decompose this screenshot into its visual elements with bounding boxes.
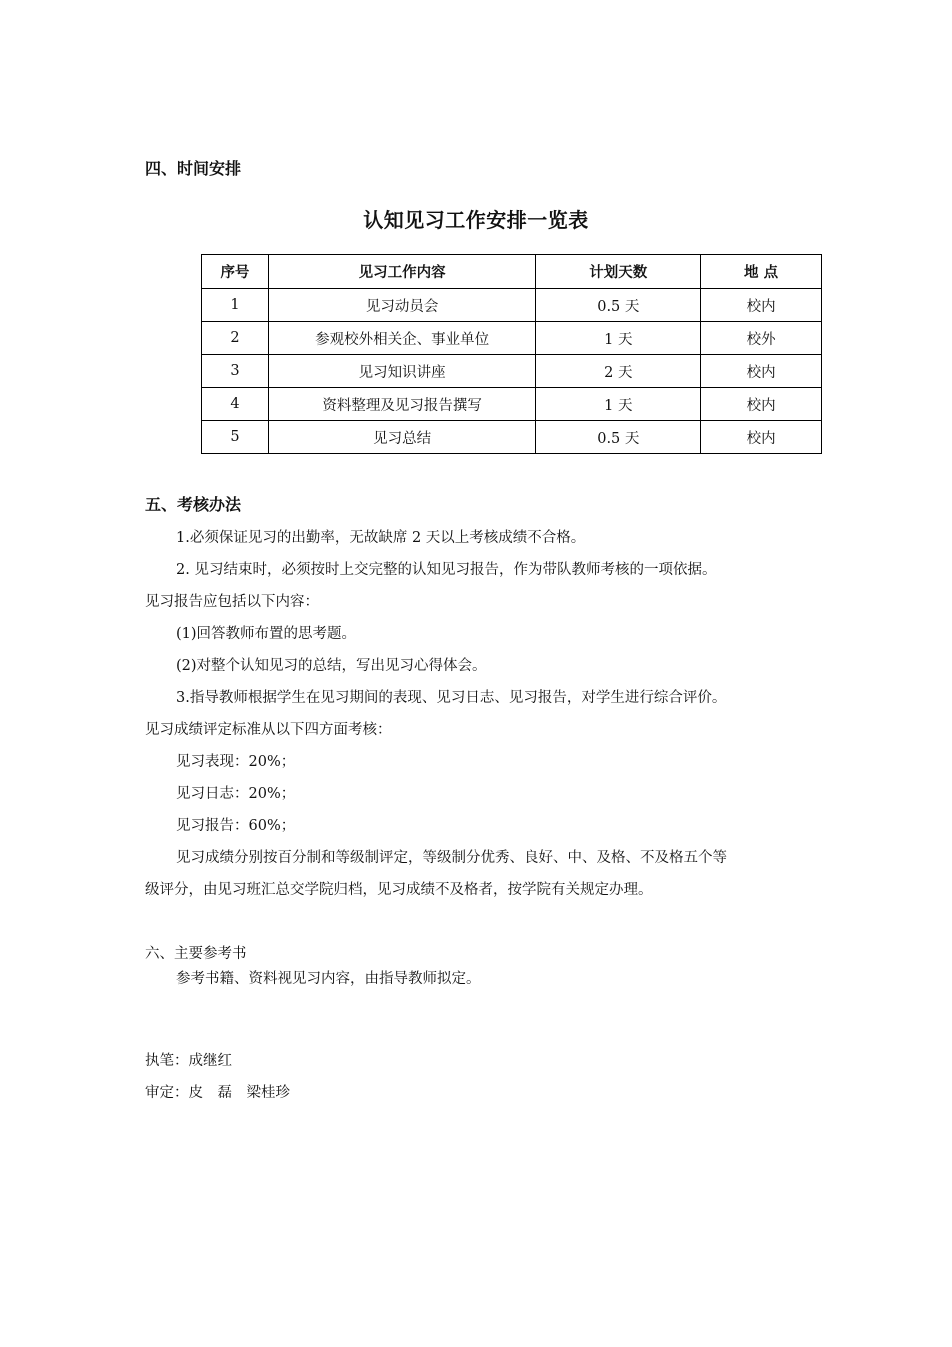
table-header-row	[202, 255, 822, 289]
assessment-line: 3.指导教师根据学生在见习期间的表现、见习日志、见习报告，对学生进行综合评价。	[176, 690, 727, 706]
cell-content: 资料整理及见习报告撰写	[268, 388, 536, 421]
assessment-line: (2)对整个认知见习的总结，写出见习心得体会。	[176, 658, 487, 674]
section6-heading: 六、主要参考书	[145, 946, 247, 962]
section5-heading: 五、考核办法	[145, 495, 242, 514]
cell-content: 参观校外相关企、事业单位	[268, 322, 536, 355]
assessment-line: 见习报告应包括以下内容：	[145, 594, 319, 610]
cell-days: 2 天	[536, 355, 701, 388]
section4-heading: 四、时间安排	[145, 159, 242, 178]
assessment-line: 1.必须保证见习的出勤率，无故缺席 2 天以上考核成绩不合格。	[176, 530, 586, 546]
assessment-line: 见习成绩分别按百分制和等级制评定，等级制分优秀、良好、中、及格、不及格五个等	[176, 850, 727, 866]
column-header: 地 点	[701, 255, 822, 289]
column-header: 序号	[202, 255, 269, 289]
assessment-line: 2. 见习结束时，必须按时上交完整的认知见习报告，作为带队教师考核的一项依据。	[176, 562, 717, 578]
table-row	[202, 355, 822, 388]
cell-days: 0.5 天	[536, 289, 701, 322]
column-header: 见习工作内容	[268, 255, 536, 289]
cell-index: 2	[202, 322, 269, 355]
table-row	[202, 388, 822, 421]
cell-days: 1 天	[536, 388, 701, 421]
cell-location: 校外	[701, 322, 822, 355]
cell-index: 1	[202, 289, 269, 322]
table-row	[202, 322, 822, 355]
cell-location: 校内	[701, 289, 822, 322]
reference-text: 参考书籍、资料视见习内容，由指导教师拟定。	[176, 971, 481, 987]
cell-days: 0.5 天	[536, 421, 701, 454]
assessment-line: 见习成绩评定标准从以下四方面考核：	[145, 722, 392, 738]
cell-days: 1 天	[536, 322, 701, 355]
cell-location: 校内	[701, 388, 822, 421]
assessment-line: (1)回答教师布置的思考题。	[176, 626, 357, 642]
cell-content: 见习知识讲座	[268, 355, 536, 388]
schedule-table	[201, 254, 822, 454]
cell-location: 校内	[701, 355, 822, 388]
assessment-line: 级评分，由见习班汇总交学院归档，见习成绩不及格者，按学院有关规定办理。	[145, 882, 653, 898]
cell-location: 校内	[701, 421, 822, 454]
assessment-line: 见习表现：20%；	[176, 754, 296, 770]
author-signature: 执笔：成继红	[145, 1053, 232, 1069]
cell-index: 4	[202, 388, 269, 421]
cell-content: 见习总结	[268, 421, 536, 454]
assessment-line: 见习日志：20%；	[176, 786, 296, 802]
assessment-line: 见习报告：60%；	[176, 818, 296, 834]
table-row	[202, 421, 822, 454]
table-row	[202, 289, 822, 322]
reviewer-signature: 审定：皮 磊 梁桂珍	[145, 1085, 290, 1101]
cell-index: 5	[202, 421, 269, 454]
column-header: 计划天数	[536, 255, 701, 289]
table-title: 认知见习工作安排一览表	[363, 208, 589, 232]
cell-index: 3	[202, 355, 269, 388]
cell-content: 见习动员会	[268, 289, 536, 322]
